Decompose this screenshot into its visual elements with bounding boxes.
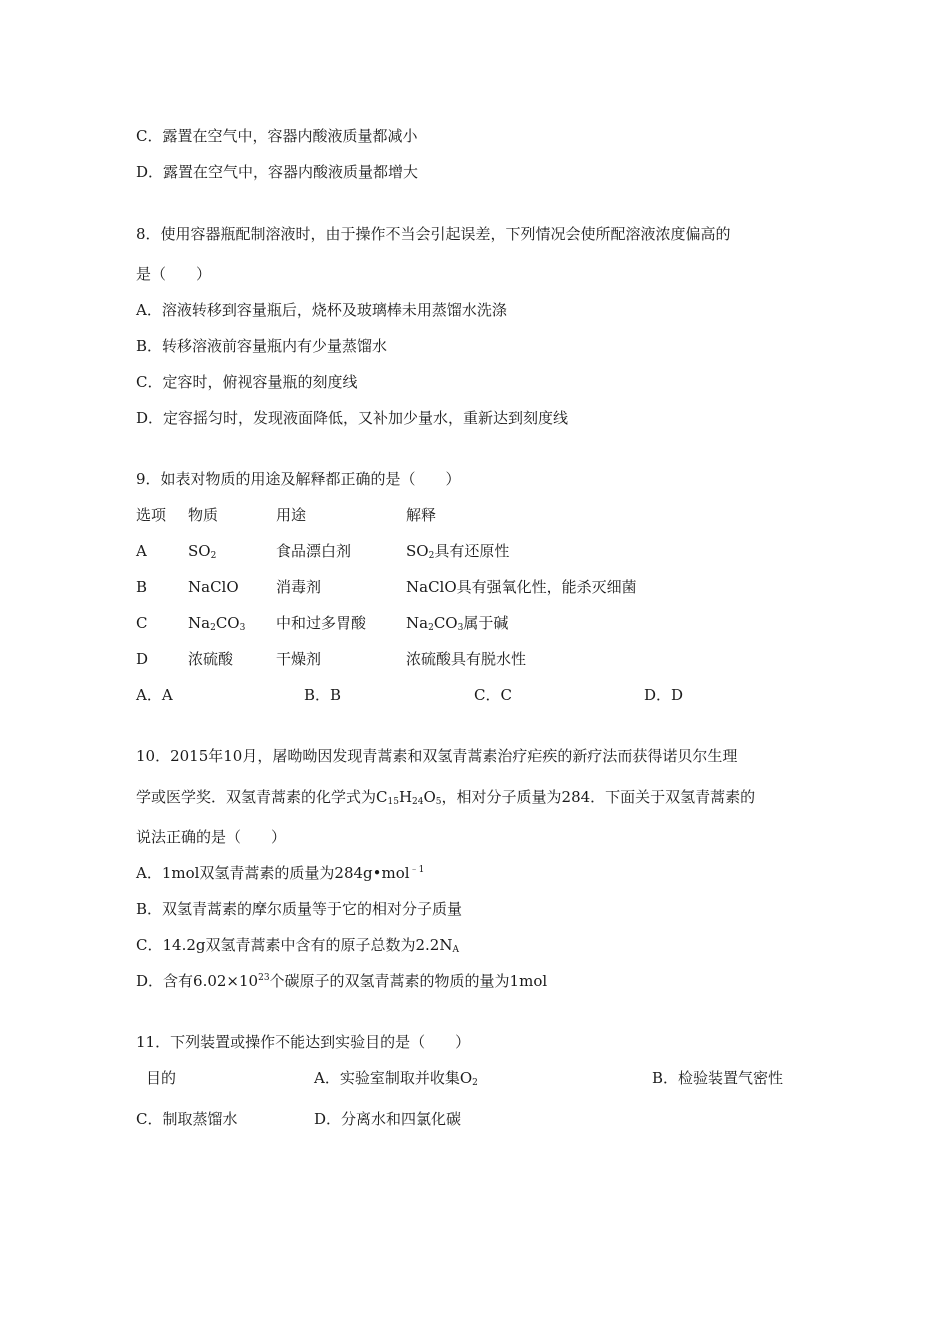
q10-stem-line-1: 10．2015年10月，屠呦呦因发现青蒿素和双氢青蒿素治疗疟疾的新疗法而获得诺贝尔生理 xyxy=(136,747,738,765)
q9-row-a-use: 食品漂白剂 xyxy=(276,542,352,560)
q10-option-c: C．14.2g双氢青蒿素中含有的原子总数为$2.2N_A$ xyxy=(136,936,459,955)
q9-row-c-substance: $Na_2CO_3$ xyxy=(188,614,246,633)
q9-header-use: 用途 xyxy=(276,506,307,524)
q9-row-b-substance: NaClO xyxy=(188,578,239,596)
q11-stem: 11．下列装置或操作不能达到实验目的是（ ） xyxy=(136,1033,471,1051)
q9-header-option: 选项 xyxy=(136,506,167,524)
q9-header-substance: 物质 xyxy=(188,506,219,524)
q11-option-b: B．检验装置气密性 xyxy=(652,1069,784,1087)
q9-choice-b: B．B xyxy=(304,686,342,704)
q9-row-c-explanation: $Na_2CO_3$属于碱 xyxy=(406,614,509,633)
q9-row-d-substance: 浓硫酸 xyxy=(188,650,234,668)
q8-stem-line-1: 8．使用容器瓶配制溶液时，由于操作不当会引起误差，下列情况会使所配溶液浓度偏高的 xyxy=(136,225,731,243)
q9-row-b-explanation: NaClO具有强氧化性，能杀灭细菌 xyxy=(406,578,637,596)
q8-stem-line-2: 是（ ） xyxy=(136,265,212,283)
q7-option-d: D．露置在空气中，容器内酸液质量都增大 xyxy=(136,163,419,181)
q10-stem-line-2: 学或医学奖．双氢青蒿素的化学式为$C_{15}H_{24}O_5$，相对分子质量为284．下面关于双氢青蒿素的 xyxy=(136,788,756,807)
q9-row-c-use: 中和过多胃酸 xyxy=(276,614,367,632)
q9-row-c-option: C xyxy=(136,614,148,632)
q11-option-c: C．制取蒸馏水 xyxy=(136,1110,238,1128)
q9-stem: 9．如表对物质的用途及解释都正确的是（ ） xyxy=(136,470,461,488)
q9-row-a-explanation: $SO_2$具有还原性 xyxy=(406,542,510,561)
q8-option-c: C．定容时，俯视容量瓶的刻度线 xyxy=(136,373,358,391)
q8-option-a: A．溶液转移到容量瓶后，烧杯及玻璃棒未用蒸馏水洗涤 xyxy=(136,301,507,319)
q9-choice-d: D．D xyxy=(644,686,684,704)
q8-option-d: D．定容摇匀时，发现液面降低，又补加少量水，重新达到刻度线 xyxy=(136,409,569,427)
q10-option-d: D．含有$6.02\times 10^{23}$个碳原子的双氢青蒿素的物质的量为1mol xyxy=(136,972,548,990)
q9-row-d-explanation: 浓硫酸具有脱水性 xyxy=(406,650,527,668)
q11-goal-label: 目的 xyxy=(146,1069,177,1087)
q10-option-a: A．1mol双氢青蒿素的质量为284g•mol$^{﹣1}$ xyxy=(136,864,425,882)
q9-row-d-use: 干燥剂 xyxy=(276,650,322,668)
q9-row-a-substance: $SO_2$ xyxy=(188,542,217,561)
q10-option-b: B．双氢青蒿素的摩尔质量等于它的相对分子质量 xyxy=(136,900,463,918)
q11-option-a: A．实验室制取并收集$O_2$ xyxy=(314,1069,478,1088)
q7-option-c: C．露置在空气中，容器内酸液质量都减小 xyxy=(136,127,418,145)
q10-stem-line-3: 说法正确的是（ ） xyxy=(136,828,287,846)
q8-option-b: B．转移溶液前容量瓶内有少量蒸馏水 xyxy=(136,337,388,355)
q9-choice-c: C．C xyxy=(474,686,512,704)
q9-choice-a: A．A xyxy=(136,686,173,704)
q11-option-d: D．分离水和四氯化碳 xyxy=(314,1110,462,1128)
q9-row-b-use: 消毒剂 xyxy=(276,578,322,596)
q9-row-b-option: B xyxy=(136,578,148,596)
q9-row-a-option: A xyxy=(136,542,147,560)
q9-header-explanation: 解释 xyxy=(406,506,437,524)
q9-row-d-option: D xyxy=(136,650,149,668)
